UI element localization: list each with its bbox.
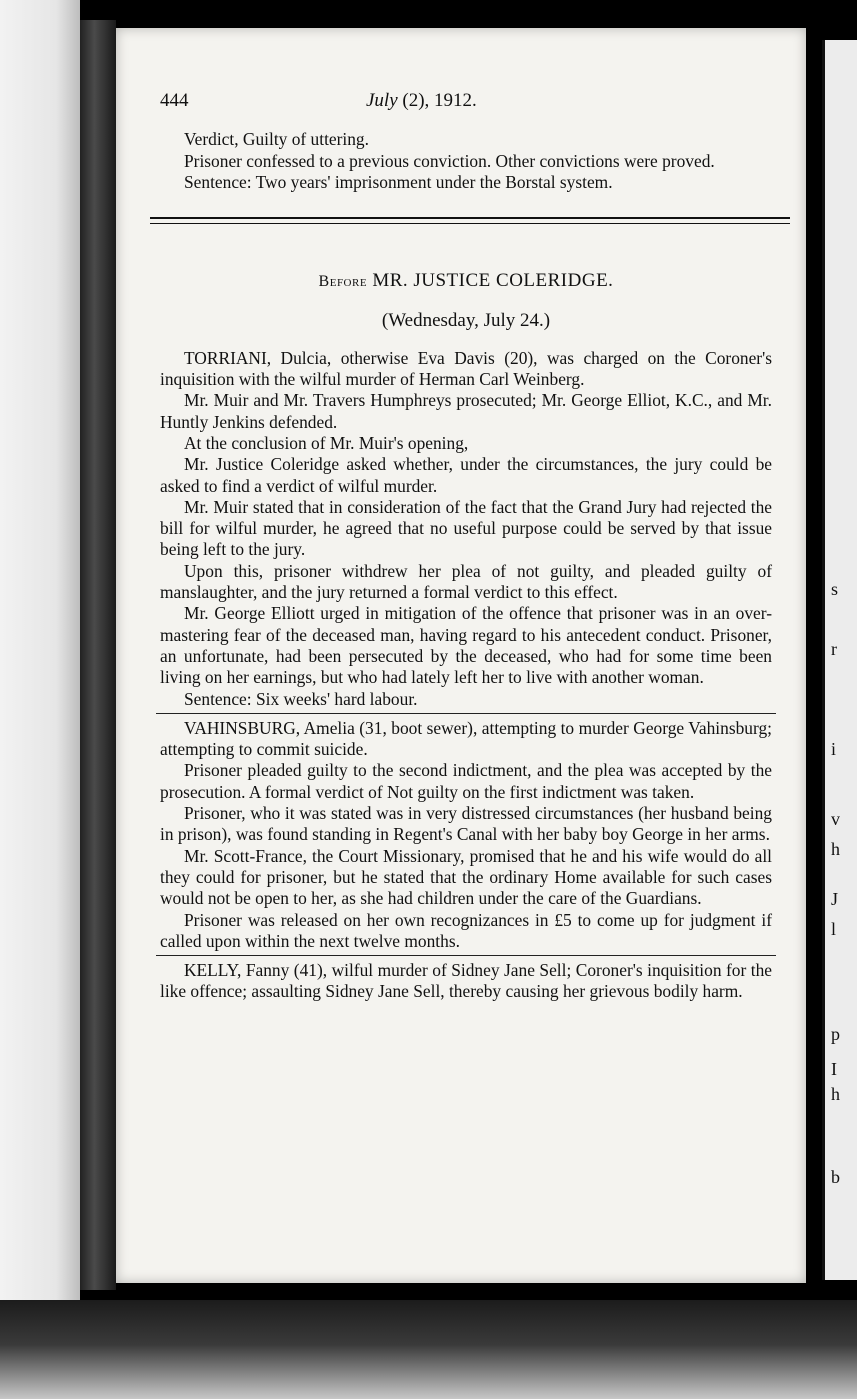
case-paragraph: KELLY, Fanny (41), wilful murder of Sidney Jane Sell; Coroner's inquisition for the like offence; assaulting Sidney Jane Sell, thereby causing her grievous bodily harm. xyxy=(160,960,772,1002)
facing-page-fragment: s xyxy=(831,579,839,599)
book-page xyxy=(116,28,806,1283)
facing-page-fragment: i xyxy=(831,739,837,759)
case-divider xyxy=(156,955,776,956)
case-paragraph: Upon this, prisoner withdrew her plea of not guilty, and pleaded guilty of manslaughter, and the jury returned a formal verdict to this effect. xyxy=(160,560,772,603)
case-paragraph: VAHINSBURG, Amelia (31, boot sewer), attempting to murder George Vahinsburg; attempting to commit suicide. xyxy=(160,717,772,760)
case-paragraph: Prisoner was released on her own recognizances in £5 to come up for judgment if called upon within the next twelve months. xyxy=(160,909,772,951)
case-vahinsburg xyxy=(160,718,772,952)
previous-case-tail xyxy=(160,129,772,193)
page-date xyxy=(366,90,477,111)
sitting-date: (Wednesday, July 24.) xyxy=(381,310,551,332)
judge-heading xyxy=(160,270,772,292)
case-divider xyxy=(156,713,776,714)
judge-heading-name: MR. JUSTICE COLERIDGE. xyxy=(372,270,614,292)
case-paragraph: Mr. Muir and Mr. Travers Humphreys prosecuted; Mr. George Elliot, K.C., and Mr. Huntly Jenkins defended. xyxy=(160,390,772,432)
case-sentence: Sentence: Six weeks' hard labour. xyxy=(184,688,418,709)
facing-page-fragment: r xyxy=(831,639,837,659)
facing-page-fragment: J xyxy=(831,889,839,909)
case-paragraph: Mr. Scott-France, the Court Missionary, promised that he and his wife would do all they could for prisoner, but he stated that the ordinary Home available for such cases would not be open to her, as she had children under the care of the Guardians. xyxy=(160,845,772,909)
facing-page-fragment: I xyxy=(831,1059,837,1079)
facing-page-fragment: v xyxy=(831,809,840,829)
facing-page-fragment: h xyxy=(831,839,840,859)
page-content xyxy=(160,90,772,1003)
facing-page-fragment: p xyxy=(831,1024,840,1044)
case-paragraph: Prisoner, who it was stated was in very distressed circumstances (her husband being in prison), was found standing in Regent's Canal with her baby boy George in her arms. xyxy=(160,803,772,845)
scan-bottom-band xyxy=(0,1300,857,1399)
page-number: 444 xyxy=(160,90,189,111)
verdict-line: Verdict, Guilty of uttering. xyxy=(184,129,369,150)
facing-page-edge xyxy=(822,40,857,1280)
book-spine xyxy=(80,20,116,1290)
page-date-month: July xyxy=(366,90,398,111)
case-paragraph: Mr. Muir stated that in consideration of the fact that the Grand Jury had rejected the bill for wilful murder, he agreed that no useful purpose could be served by that issue being left to the jury. xyxy=(160,496,772,560)
prior-convictions-line: Prisoner confessed to a previous conviction. Other convictions were proved. xyxy=(184,150,715,171)
case-paragraph: TORRIANI, Dulcia, otherwise Eva Davis (20), was charged on the Coroner's inquisition with the wilful murder of Herman Carl Weinberg. xyxy=(160,347,772,390)
sentence-line: Sentence: Two years' imprisonment under the Borstal system. xyxy=(184,171,613,192)
judge-heading-before: Before xyxy=(318,273,368,291)
page-date-rest: (2), 1912. xyxy=(402,90,477,111)
facing-page-fragment: l xyxy=(831,919,837,939)
case-paragraph: At the conclusion of Mr. Muir's opening, xyxy=(184,432,469,453)
page-header xyxy=(160,90,772,111)
section-divider xyxy=(150,217,790,224)
case-paragraph: Mr. George Elliott urged in mitigation of the offence that prisoner was in an over-mastering fear of the deceased man, having regard to his antecedent conduct. Prisoner, an unfortunate, had been persecuted by the deceased, who had for some time been living on her earnings, but who had lately left her to live with another woman. xyxy=(160,603,772,688)
facing-page-fragment: b xyxy=(831,1167,840,1187)
case-paragraph: Mr. Justice Coleridge asked whether, under the circumstances, the jury could be asked to find a verdict of wilful murder. xyxy=(160,454,772,496)
case-paragraph: Prisoner pleaded guilty to the second indictment, and the plea was accepted by the prosecution. A formal verdict of Not guilty on the first indictment was taken. xyxy=(160,760,772,802)
case-torriani xyxy=(160,348,772,710)
scan-left-margin xyxy=(0,0,80,1399)
facing-page-fragment: h xyxy=(831,1084,840,1104)
case-kelly xyxy=(160,960,772,1003)
